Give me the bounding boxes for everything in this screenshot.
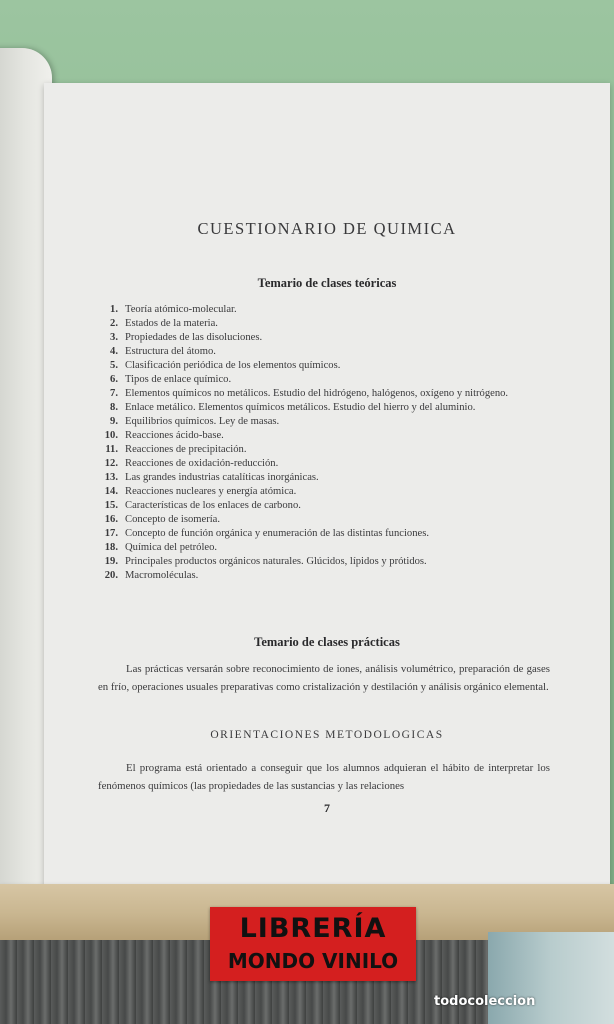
list-item-text: Características de los enlaces de carbono.	[125, 500, 301, 511]
methodology-paragraph: El programa está orientado a conseguir que los alumnos adquieran el hábito de interpretar los fenómenos químicos (las propiedades de las sustancias y las relaciones	[98, 762, 550, 792]
list-item-text: Teoría atómico-molecular.	[125, 304, 237, 315]
list-item-number: 4.	[110, 346, 118, 357]
list-item	[98, 401, 538, 415]
methodology-heading: ORIENTACIONES METODOLOGICAS	[210, 729, 444, 741]
list-item-number: 5.	[110, 360, 118, 371]
store-sticker	[210, 907, 416, 981]
theory-list	[98, 303, 538, 583]
list-item	[98, 541, 538, 555]
list-item-text: Estados de la materia.	[125, 318, 218, 329]
sticker-line-2: MONDO VINILO	[227, 949, 399, 973]
list-item-number: 17.	[104, 528, 118, 539]
list-item-number: 8.	[110, 402, 118, 413]
list-item-text: Tipos de enlace químico.	[125, 374, 232, 385]
list-item-number: 2.	[110, 318, 118, 329]
practice-paragraph: Las prácticas versarán sobre reconocimiento de iones, análisis volumétrico, preparación de gases en frío, operaciones usuales preparativas como cristalización y destilación y análisis orgánico elemental.	[98, 663, 550, 693]
list-item-number: 7.	[110, 388, 118, 399]
list-item	[98, 555, 538, 569]
page-number: 7	[324, 801, 330, 815]
list-item	[98, 387, 538, 401]
list-item	[98, 443, 538, 457]
list-item-text: Equilibrios químicos. Ley de masas.	[125, 416, 280, 427]
list-item-text: Propiedades de las disoluciones.	[125, 332, 263, 343]
theory-heading: Temario de clases teóricas	[257, 276, 397, 290]
list-item-text: Reacciones ácido-base.	[125, 430, 224, 441]
list-item-text: Enlace metálico. Elementos químicos metálicos. Estudio del hierro y del aluminio.	[125, 402, 476, 413]
list-item	[98, 317, 538, 331]
list-item-text: Reacciones de precipitación.	[125, 444, 247, 455]
list-item-text: Elementos químicos no metálicos. Estudio del hidrógeno, halógenos, oxígeno y nitrógeno.	[125, 388, 509, 399]
list-item-text: Las grandes industrias catalíticas inorgánicas.	[125, 472, 319, 483]
list-item-number: 11.	[105, 444, 118, 455]
document-page	[44, 83, 610, 891]
list-item-number: 20.	[104, 570, 118, 581]
list-item-number: 3.	[110, 332, 118, 343]
glass-panel	[488, 932, 614, 1024]
watermark: todocoleccion	[434, 994, 536, 1009]
list-item-number: 16.	[104, 514, 118, 525]
list-item	[98, 471, 538, 485]
list-item-number: 10.	[104, 430, 118, 441]
list-item	[98, 373, 538, 387]
list-item-text: Reacciones nucleares y energía atómica.	[125, 486, 297, 497]
document-title: CUESTIONARIO DE QUIMICA	[197, 219, 457, 238]
list-item	[98, 429, 538, 443]
list-item-number: 18.	[104, 542, 118, 553]
list-item-number: 13.	[104, 472, 118, 483]
list-item-number: 9.	[110, 416, 118, 427]
list-item	[98, 527, 538, 541]
list-item	[98, 513, 538, 527]
list-item-text: Reacciones de oxidación-reducción.	[125, 458, 279, 469]
list-item	[98, 415, 538, 429]
list-item	[98, 569, 538, 583]
list-item-text: Química del petróleo.	[125, 542, 218, 553]
list-item	[98, 499, 538, 513]
list-item-text: Macromoléculas.	[125, 570, 199, 581]
list-item-number: 14.	[104, 486, 118, 497]
list-item-text: Concepto de isomería.	[125, 514, 221, 525]
list-item	[98, 303, 538, 317]
practice-heading: Temario de clases prácticas	[254, 635, 400, 649]
list-item-number: 19.	[104, 556, 118, 567]
list-item	[98, 345, 538, 359]
list-item-text: Concepto de función orgánica y enumeración de las distintas funciones.	[125, 528, 429, 539]
list-item-number: 12.	[104, 458, 118, 469]
list-item-number: 6.	[110, 374, 118, 385]
list-item-text: Clasificación periódica de los elementos químicos.	[125, 360, 341, 371]
list-item-text: Principales productos orgánicos naturales. Glúcidos, lípidos y prótidos.	[125, 556, 427, 567]
sticker-line-1: LIBRERÍA	[239, 913, 387, 944]
list-item	[98, 331, 538, 345]
list-item-number: 1.	[110, 304, 118, 315]
list-item	[98, 359, 538, 373]
list-item	[98, 485, 538, 499]
list-item	[98, 457, 538, 471]
list-item-number: 15.	[104, 500, 118, 511]
list-item-text: Estructura del átomo.	[125, 346, 216, 357]
